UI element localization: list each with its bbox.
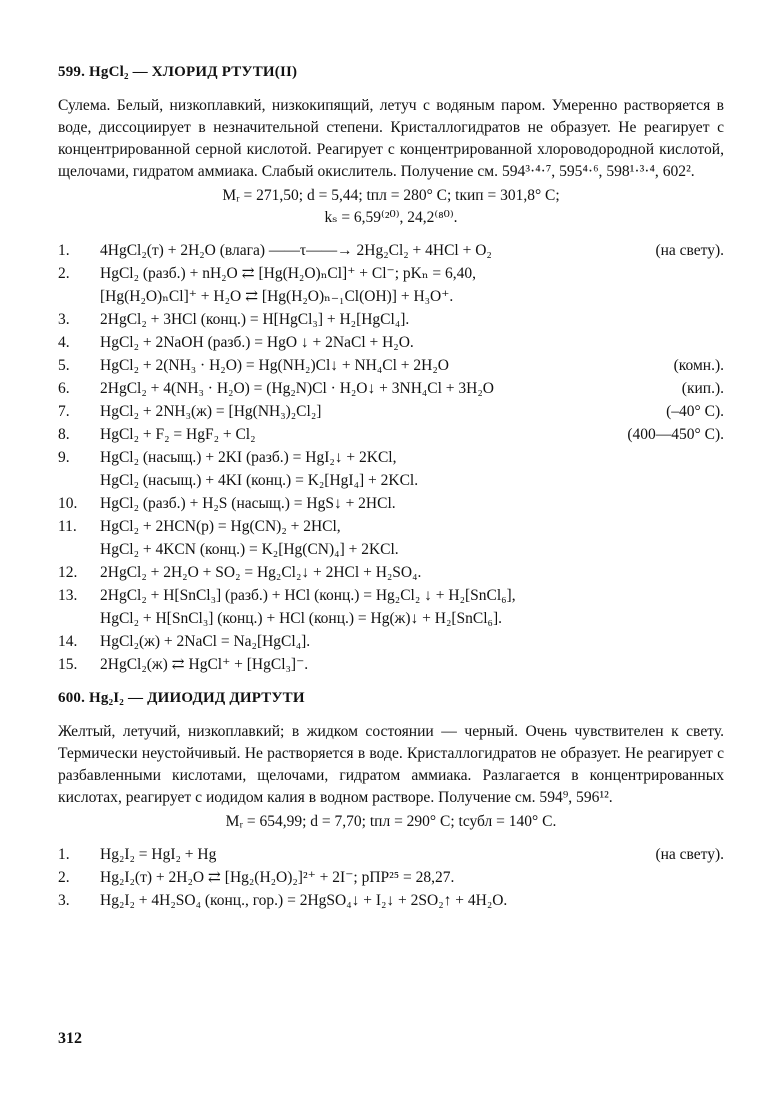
page-body — [58, 64, 724, 912]
reaction-number: 5. — [58, 357, 70, 374]
reaction-item — [58, 889, 724, 912]
reaction-equation: HgCl₂ (разб.) + H₂S (насыщ.) = HgS↓ + 2HCl. — [100, 495, 396, 512]
reaction-equation: 2HgCl₂ + H[SnCl₃] (разб.) + HCl (конц.) = Hg₂Cl₂ ↓ + H₂[SnCl₆], — [100, 587, 516, 604]
reaction-equation: Hg₂I₂(т) + 2H₂O ⇄ [Hg₂(H₂O)₂]²⁺ + 2I⁻; pПР²⁵ = 28,27. — [100, 869, 455, 886]
reaction-item — [58, 515, 724, 561]
reaction-equation: [Hg(H₂O)ₙCl]⁺ + H₂O ⇄ [Hg(H₂O)ₙ₋₁Cl(OH)] + H₃O⁺. — [100, 288, 454, 305]
reaction-equation: 2HgCl₂ + 4(NH₃ · H₂O) = (Hg₂N)Cl · H₂O↓ + 3NH₄Cl + 3H₂O — [100, 380, 494, 397]
reaction-equation: HgCl₂ + H[SnCl₃] (конц.) + HCl (конц.) = Hg(ж)↓ + H₂[SnCl₆]. — [100, 610, 502, 627]
reaction-item — [58, 239, 724, 262]
reaction-equation: HgCl₂ (насыщ.) + 2KI (разб.) = HgI₂↓ + 2KCl, — [100, 449, 397, 466]
reaction-item — [58, 423, 724, 446]
reaction-item — [58, 630, 724, 653]
reaction-number: 1. — [58, 242, 70, 259]
reaction-number: 3. — [58, 892, 70, 909]
reaction-number: 9. — [58, 449, 70, 466]
reaction-condition: (на свету). — [655, 242, 724, 259]
reaction-item — [58, 262, 724, 308]
reaction-equation: HgCl₂ + 2(NH₃ · H₂O) = Hg(NH₂)Cl↓ + NH₄Cl + 2H₂O — [100, 357, 449, 374]
reaction-number: 15. — [58, 656, 78, 673]
reaction-item — [58, 446, 724, 492]
reaction-equation: HgCl₂ + 4KCN (конц.) = K₂[Hg(CN)₄] + 2KCl. — [100, 541, 399, 558]
reaction-equation: HgCl₂(ж) + 2NaCl = Na₂[HgCl₄]. — [100, 633, 311, 650]
section-599-properties — [58, 185, 724, 229]
reaction-item — [58, 653, 724, 676]
reaction-number: 1. — [58, 846, 70, 863]
reaction-equation: 2HgCl₂ + 3HCl (конц.) = H[HgCl₃] + H₂[HgCl₄]. — [100, 311, 410, 328]
reaction-condition: (–40° C). — [666, 403, 724, 420]
properties-line-1: Mᵣ = 271,50; d = 5,44; tпл = 280° C; tкип = 301,8° C; — [222, 187, 560, 204]
reaction-number: 14. — [58, 633, 78, 650]
section-600-reactions — [58, 843, 724, 912]
reaction-number: 8. — [58, 426, 70, 443]
reaction-condition: (комн.). — [673, 357, 724, 374]
reaction-item — [58, 866, 724, 889]
reaction-item — [58, 400, 724, 423]
reaction-equation: Hg₂I₂ = HgI₂ + Hg — [100, 846, 217, 863]
reaction-condition: (кип.). — [681, 380, 724, 397]
reaction-equation: HgCl₂ (насыщ.) + 4KI (конц.) = K₂[HgI₄] + 2KCl. — [100, 472, 419, 489]
section-600-properties — [58, 811, 724, 833]
reaction-number: 13. — [58, 587, 78, 604]
section-600-description: Желтый, летучий, низкоплавкий; в жидком состоянии — черный. Очень чувствителен к свету. Термически неустойчивый. Не растворяется в воде. Кристаллогидратов не образует. Не реагирует с разбавленными кислотами, щелочами, гидратом аммиака. Разлагается в концентрированных кислотах, реагирует с иодидом калия в водном растворе. Получение см. 594⁹, 596¹². — [58, 723, 724, 806]
reaction-number: 2. — [58, 265, 70, 282]
reaction-item — [58, 354, 724, 377]
section-599-title: 599. HgCl₂ — ХЛОРИД РТУТИ(II) — [58, 64, 298, 80]
reaction-equation: HgCl₂ + 2NaOH (разб.) = HgO ↓ + 2NaCl + H₂O. — [100, 334, 414, 351]
reaction-equation: HgCl₂ + 2HCN(р) = Hg(CN)₂ + 2HCl, — [100, 518, 341, 535]
reaction-condition: (400—450° C). — [627, 426, 724, 443]
page-number: 312 — [58, 1030, 82, 1047]
reaction-number: 2. — [58, 869, 70, 886]
reaction-item — [58, 377, 724, 400]
reaction-equation: HgCl₂ (разб.) + nH₂O ⇄ [Hg(H₂O)ₙCl]⁺ + Cl⁻; pKₙ = 6,40, — [100, 265, 477, 282]
section-600-title: 600. Hg₂I₂ — ДИИОДИД ДИРТУТИ — [58, 690, 305, 706]
reaction-number: 11. — [58, 518, 77, 535]
section-599-description: Сулема. Белый, низкоплавкий, низкокипящий, летуч с водяным паром. Умеренно растворяется в воде, диссоциирует в незначительной степени. Кристаллогидратов не образует. Не реагирует с концентрированной серной кислотой. Реагирует с концентрированной хлороводородной кислотой, щелочами, гидратом аммиака. Слабый окислитель. Получение см. 594³·⁴·⁷, 595⁴·⁶, 598¹·³·⁴, 602². — [58, 97, 724, 180]
reaction-number: 4. — [58, 334, 70, 351]
reaction-number: 6. — [58, 380, 70, 397]
reaction-equation: HgCl₂ + F₂ = HgF₂ + Cl₂ — [100, 426, 256, 443]
reaction-equation: 4HgCl₂(т) + 2H₂O (влага) ——τ——→ 2Hg₂Cl₂ + 4HCl + O₂ — [100, 242, 492, 259]
reaction-equation: Hg₂I₂ + 4H₂SO₄ (конц., гор.) = 2HgSO₄↓ + I₂↓ + 2SO₂↑ + 4H₂O. — [100, 892, 508, 909]
reaction-equation: 2HgCl₂(ж) ⇄ HgCl⁺ + [HgCl₃]⁻. — [100, 656, 309, 673]
reaction-equation: 2HgCl₂ + 2H₂O + SO₂ = Hg₂Cl₂↓ + 2HCl + H₂SO₄. — [100, 564, 422, 581]
reaction-item — [58, 843, 724, 866]
reaction-number: 12. — [58, 564, 78, 581]
reaction-equation: HgCl₂ + 2NH₃(ж) = [Hg(NH₃)₂Cl₂] — [100, 403, 322, 420]
reaction-item — [58, 492, 724, 515]
reaction-number: 3. — [58, 311, 70, 328]
reaction-item — [58, 308, 724, 331]
reaction-item — [58, 584, 724, 630]
reaction-number: 7. — [58, 403, 70, 420]
reaction-item — [58, 331, 724, 354]
properties-line-2: kₛ = 6,59⁽²⁰⁾, 24,2⁽⁸⁰⁾. — [324, 209, 458, 226]
reaction-number: 10. — [58, 495, 78, 512]
properties-line-1: Mᵣ = 654,99; d = 7,70; tпл = 290° C; tсубл = 140° C. — [225, 813, 557, 830]
reaction-condition: (на свету). — [655, 846, 724, 863]
section-599-reactions — [58, 239, 724, 676]
reaction-item — [58, 561, 724, 584]
